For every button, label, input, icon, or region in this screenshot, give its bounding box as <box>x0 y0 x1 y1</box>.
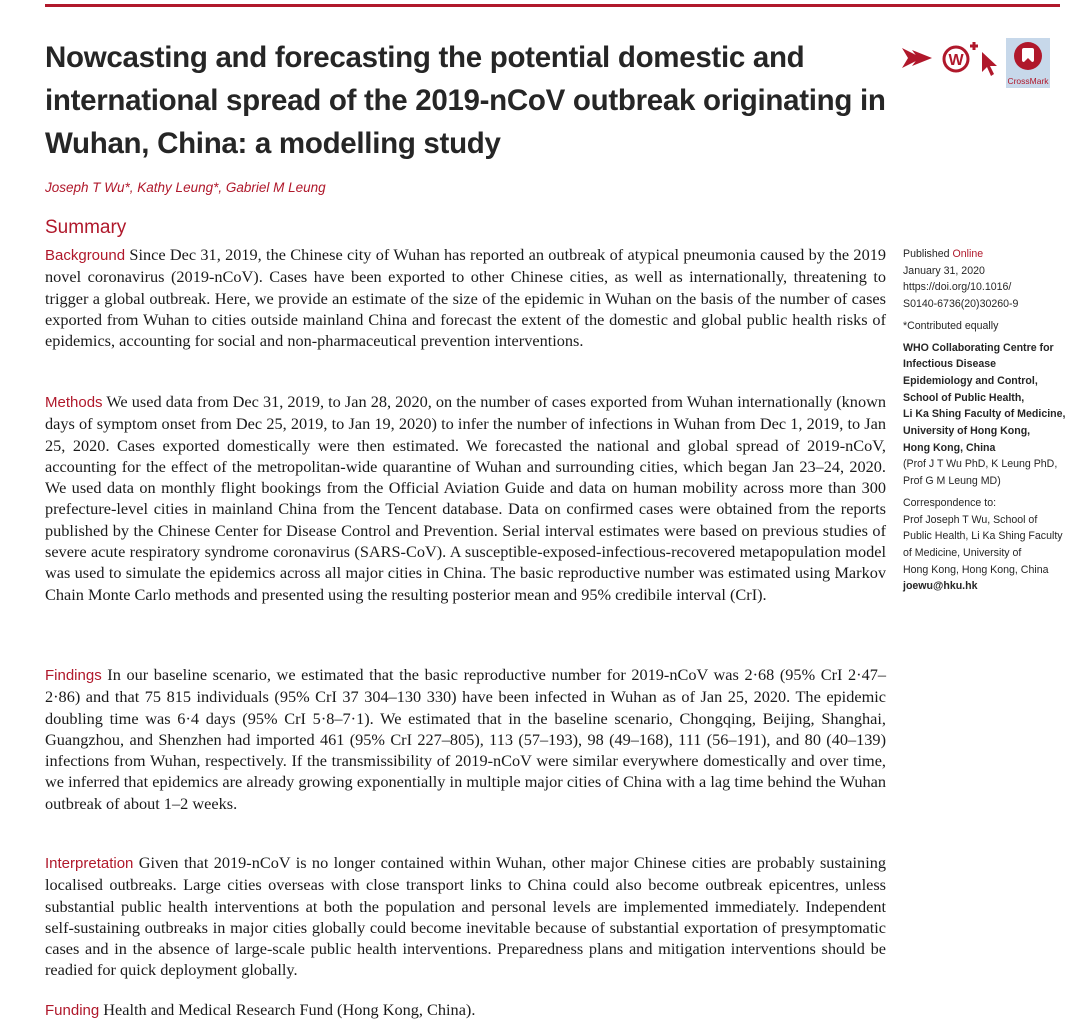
affiliation-line: Hong Kong, China <box>903 441 996 454</box>
published-prefix: Published <box>903 248 950 260</box>
section-text-background: Since Dec 31, 2019, the Chinese city of Wuhan has reported an outbreak of atypical pneumonia caused by the 2019 novel coronavirus (2019-nCoV). Cases have been exported to other Chinese cities, as well as internationally, threatening to trigger a global outbreak. Here, we provide an estimate of the size of the epidemic in Wuhan on the basis of the number of cases exported from Wuhan to cities outside mainland China and forecast the extent of the domestic and global public health risks of epidemics, accounting for social and non-pharmaceutical prevention interventions. <box>45 245 886 351</box>
published-date: January 31, 2020 <box>903 264 985 277</box>
top-rule <box>45 4 1060 7</box>
section-text-funding: Health and Medical Research Fund (Hong Kong, China). <box>103 1000 476 1019</box>
authors: Joseph T Wu*, Kathy Leung*, Gabriel M Leung <box>45 180 326 195</box>
correspondence-email-link[interactable]: joewu@hku.hk <box>903 580 978 593</box>
affiliation-block <box>903 340 1068 490</box>
article-sidebar <box>903 246 1068 595</box>
affiliation-names-line: Prof G M Leung MD) <box>903 475 1001 488</box>
section-label-background: Background <box>45 247 126 264</box>
correspondence-line: Prof Joseph T Wu, School of <box>903 513 1038 526</box>
web-extra-icon[interactable] <box>944 42 978 71</box>
section-label-funding: Funding <box>45 1002 100 1019</box>
section-label-methods: Methods <box>45 394 103 411</box>
section-label-findings: Findings <box>45 667 102 684</box>
section-funding <box>45 999 886 1021</box>
correspondence-block <box>903 495 1068 595</box>
published-line <box>903 246 1068 263</box>
affiliation-line: Infectious Disease <box>903 358 997 371</box>
affiliation-line: School of Public Health, <box>903 391 1025 404</box>
correspondence-label: Correspondence to: <box>903 496 997 509</box>
section-text-findings: In our baseline scenario, we estimated that the basic reproductive number for 2019-nCoV was 2·68 (95% CrI 2·47–2·86) and that 75 815 individuals (95% CrI 37 304–130 330) have been infected in Wuhan as of Jan 25, 2020. The epidemic doubling time was 6·4 days (95% CrI 5·8–7·1). We estimated that in the baseline scenario, Chongqing, Beijing, Shanghai, Guangzhou, and Shenzhen had imported 461 (95% CrI 227–805), 113 (57–193), 98 (49–168), 111 (56–191), and 80 (40–139) infections from Wuhan, respectively. If the transmissibility of 2019-nCoV were similar everywhere domestically and over time, we inferred that epidemics are already growing exponentially in multiple major cities of China with a lag time behind the Wuhan outbreak of about 1–2 weeks. <box>45 665 886 813</box>
section-text-interpretation: Given that 2019-nCoV is no longer contained within Wuhan, other major Chinese cities are probably sustaining localised outbreaks. Large cities overseas with close transport links to China could also become outbreak epicentres, unless substantial public health interventions at both the population and personal levels are implemented immediately. Independent self-sustaining outbreaks in major cities globally could become inevitable because of substantial exportation of presymptomatic cases and in the absence of large-scale public health interventions. Preparedness plans and mitigation interventions should be readied for quick deployment globally. <box>45 853 887 980</box>
affiliation-names-line: (Prof J T Wu PhD, K Leung PhD, <box>903 458 1058 471</box>
lancet-arrow-icon[interactable] <box>902 48 932 68</box>
cursor-icon <box>982 52 997 76</box>
doi-line-1[interactable]: https://doi.org/10.1016/ <box>903 281 1012 294</box>
correspondence-line: Public Health, Li Ka Shing Faculty <box>903 530 1063 543</box>
section-background <box>45 244 886 351</box>
svg-text:W: W <box>948 52 964 69</box>
section-findings <box>45 664 886 814</box>
article-tools <box>900 36 1060 92</box>
crossmark-icon[interactable] <box>1014 42 1042 70</box>
tools-svg <box>900 36 1060 92</box>
section-interpretation <box>45 852 886 981</box>
crossmark-label: CrossMark <box>1007 76 1049 86</box>
section-text-methods: We used data from Dec 31, 2019, to Jan 28, 2020, on the number of cases exported from Wuhan internationally (known days of symptom onset from Dec 25, 2019, to Jan 19, 2020) to infer the number of infections in Wuhan from Dec 1, 2019, to Jan 25, 2020. Cases exported domestically were then estimated. We forecasted the national and global spread of 2019-nCoV, accounting for the effect of the metropolitan-wide quarantine of Wuhan and surrounding cities, which began Jan 23–24, 2020. We used data on monthly flight bookings from the Official Aviation Guide and data on human mobility across more than 300 prefecture-level cities in mainland China from the Tencent database. Data on confirmed cases were obtained from the reports published by the Chinese Center for Disease Control and Prevention. Serial interval estimates were based on previous studies of severe acute respiratory syndrome coronavirus (SARS-CoV). A susceptible-exposed-infectious-recovered metapopulation model was used to simulate the epidemics across all major cities in China. The basic reproductive number was estimated using Markov Chain Monte Carlo methods and presented using the resulting posterior mean and 95% credibile interval (CrI). <box>45 392 886 604</box>
affiliation-line: Epidemiology and Control, <box>903 374 1038 387</box>
correspondence-line: of Medicine, University of <box>903 546 1022 559</box>
correspondence-line: Hong Kong, Hong Kong, China <box>903 563 1049 576</box>
doi-line-2[interactable]: S0140-6736(20)30260-9 <box>903 298 1019 311</box>
section-label-interpretation: Interpretation <box>45 855 134 872</box>
affiliation-line: Li Ka Shing Faculty of Medicine, <box>903 408 1066 421</box>
contributed-note: *Contributed equally <box>903 319 999 332</box>
section-methods <box>45 391 886 605</box>
affiliation-line: WHO Collaborating Centre for <box>903 341 1054 354</box>
affiliation-line: University of Hong Kong, <box>903 425 1031 438</box>
published-online-link[interactable]: Online <box>952 248 984 260</box>
article-title: Nowcasting and forecasting the potential domestic and international spread of the 2019-nCoV outbreak originating in Wuhan, China: a modelling study <box>45 41 886 160</box>
summary-heading: Summary <box>45 217 127 238</box>
